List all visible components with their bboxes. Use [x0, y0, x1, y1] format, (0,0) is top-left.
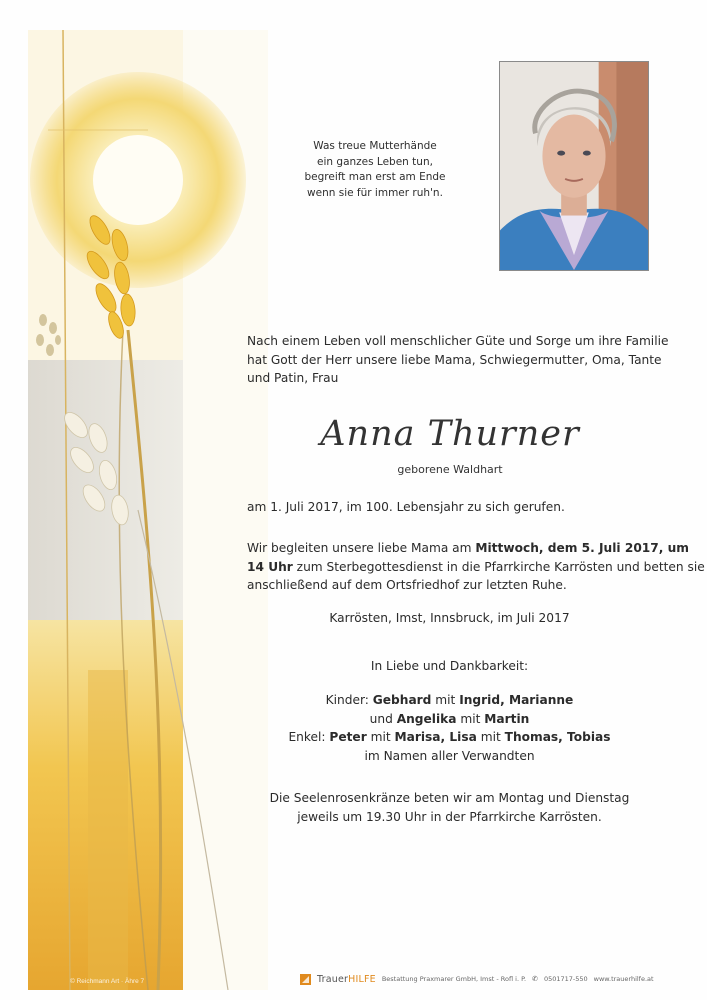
- deceased-name: Anna Thurner: [320, 414, 580, 454]
- motto-line: begreift man erst am Ende: [304, 171, 446, 183]
- family-connector: und: [369, 711, 397, 726]
- family-line-kinder-2: [247, 710, 652, 729]
- intro-line: Nach einem Leben voll menschlicher Güte und Sorge um ihre Familie: [247, 334, 669, 348]
- family-name: Angelika: [396, 711, 457, 726]
- funeral-text: Wir begleiten unsere liebe Mama am: [247, 541, 476, 555]
- artwork-credit: © Reichmann Art · Ähre 7: [70, 978, 145, 985]
- brand-part: HILFE: [348, 973, 376, 985]
- funeral-date: Mittwoch, dem 5. Juli 2017, um: [475, 541, 690, 555]
- trauerhilfe-logo-icon: [300, 974, 311, 985]
- funeral-time: 14 Uhr: [247, 559, 293, 574]
- place-date: Karrösten, Imst, Innsbruck, im Juli 2017: [329, 611, 570, 625]
- funeral-details: [247, 539, 705, 595]
- intro-line: hat Gott der Herr unsere liebe Mama, Schwiegermutter, Oma, Tante: [247, 352, 662, 367]
- family-list: [247, 691, 652, 765]
- funeral-line-1: [247, 539, 690, 558]
- family-name: Gebhard: [372, 693, 432, 707]
- phone-number: 0501717-550: [543, 975, 588, 983]
- family-line-kinder: [247, 691, 652, 710]
- brand-part: Trauer: [317, 973, 349, 985]
- rosary-notice: [247, 789, 652, 826]
- motto-line: wenn sie für immer ruh'n.: [307, 186, 443, 199]
- family-name: Thomas, Tobias: [504, 730, 611, 744]
- intro-line: und Patin, Frau: [247, 371, 339, 385]
- family-label: Enkel:: [288, 730, 330, 744]
- birth-name: geborene Waldhart: [397, 463, 503, 476]
- family-connector: mit: [456, 711, 485, 726]
- motto-poem: [290, 139, 460, 201]
- funeral-text: zum Sterbegottesdienst in die Pfarrkirche Karrösten und betten sie: [292, 559, 705, 574]
- family-connector: mit: [476, 730, 505, 744]
- family-label: Kinder:: [325, 693, 373, 707]
- intro-paragraph: [247, 332, 669, 388]
- family-name: Marisa, Lisa: [394, 730, 477, 744]
- death-notice-line: am 1. Juli 2017, im 100. Lebensjahr zu sich gerufen.: [247, 500, 565, 514]
- brand-name: [317, 974, 376, 985]
- funeral-line-3: anschließend auf dem Ortsfriedhof zur letzten Ruhe.: [247, 578, 567, 592]
- watercolor-artwork: [28, 30, 268, 990]
- website-link[interactable]: www.trauerhilfe.at: [593, 975, 654, 983]
- family-connector: mit: [431, 693, 460, 707]
- footer: [300, 971, 690, 987]
- family-name: Ingrid, Marianne: [459, 693, 574, 707]
- company-name: Bestattung Praxmarer GmbH, Imst - Rofl i. P.: [381, 975, 527, 983]
- thanks-heading: In Liebe und Dankbarkeit:: [370, 659, 529, 673]
- family-line-relatives: im Namen aller Verwandten: [364, 748, 535, 763]
- family-name: Peter: [329, 730, 367, 744]
- funeral-line-2: [247, 558, 705, 577]
- rosary-line: jeweils um 19.30 Uhr in der Pfarrkirche Karrösten.: [297, 809, 602, 824]
- family-connector: mit: [366, 730, 395, 744]
- rosary-line: Die Seelenrosenkränze beten wir am Montag und Dienstag: [269, 791, 630, 805]
- motto-line: Was treue Mutterhände: [313, 140, 437, 152]
- family-name: Martin: [484, 711, 530, 726]
- portrait-photo: [499, 61, 649, 271]
- family-line-enkel: [247, 728, 652, 747]
- motto-line: ein ganzes Leben tun,: [317, 155, 433, 168]
- phone-icon: ✆: [532, 975, 538, 983]
